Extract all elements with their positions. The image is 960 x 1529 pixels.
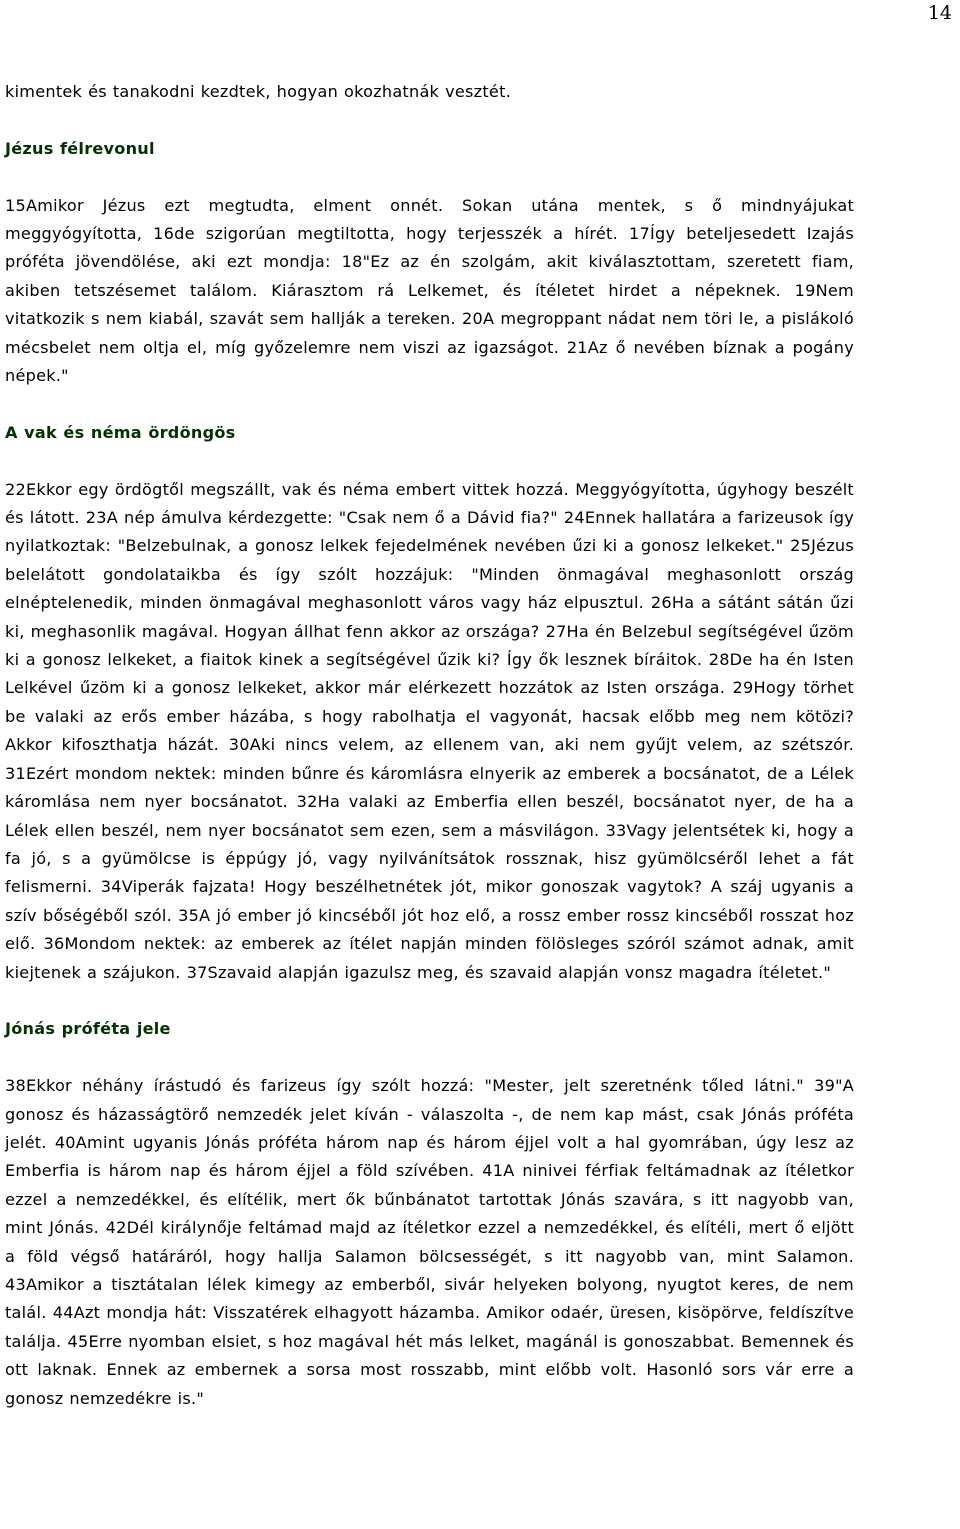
section-heading-jezus-felrevonul: Jézus félrevonul [5,138,155,158]
document-body [5,78,854,1413]
section-heading-jonas-profeta-jele: Jónás próféta jele [5,1019,171,1039]
page-number: 14 [927,2,952,24]
paragraph-verses-15-21: 15Amikor Jézus ezt megtudta, elment onnét. Sokan utána mentek, s ő mindnyájukat meggyógyította, 16de szigorúan megtiltotta, hogy terjesszék a hírét. 17Így beteljesedett Izajás próféta jövendölése, aki ezt mondja: 18"Ez az én szolgám, akit kiválasztottam, szeretett fiam, akiben tetszésemet találom. Kiárasztom rá Lelkemet, és ítéletet hirdet a népeknek. 19Nem vitatkozik s nem kiabál, szavát sem hallják a tereken. 20A megroppant nádat nem töri le, a pislákoló mécsbelet nem oltja el, míg győzelemre nem viszi az igazságot. 21Az ő nevében bíznak a pogány népek." [5,195,854,386]
paragraph-verses-22-37: 22Ekkor egy ördögtől megszállt, vak és néma embert vittek hozzá. Meggyógyította, úgyhogy beszélt és látott. 23A nép ámulva kérdezgette: "Csak nem ő a Dávid fia?" 24Ennek hallatára a farizeusok így nyilatkoztak: "Belzebulnak, a gonosz lelkek fejedelmének nevében űzi ki a gonosz lelkeket." 25Jézus belelátott gondolataikba és így szólt hozzájuk: "Minden önmagával meghasonlott ország elnéptelenedik, minden önmagával meghasonlott város vagy ház elpusztul. 26Ha a sátánt sátán űzi ki, meghasonlik magával. Hogyan állhat fenn akkor az országa? 27Ha én Belzebul segítségével űzöm ki a gonosz lelkeket, a fiaitok kinek a segítségével űzik ki? Így ők lesznek bíráitok. 28De ha én Isten Lelkével űzöm ki a gonosz lelkeket, akkor már elérkezett hozzátok az Isten országa. 29Hogy törhet be valaki az erős ember házába, s hogy rabolhatja el vagyonát, hacsak előbb meg nem kötözi? Akkor kifoszthatja házát. 30Aki nincs velem, az ellenem van, aki nem gyűjt velem, az szétszór. 31Ezért mondom nektek: minden bűnre és káromlásra elnyerik az emberek a bocsánatot, de a Lélek káromlása nem nyer bocsánatot. 32Ha valaki az Emberfia ellen beszél, bocsánatot nyer, de ha a Lélek ellen beszél, nem nyer bocsánatot sem ezen, sem a másvilágon. 33Vagy jelentsétek ki, hogy a fa jó, s a gyümölcse is éppúgy jó, vagy nyilvánítsátok rossznak, hisz gyümölcséről lehet a fát felismerni. 34Viperák fajzata! Hogy beszélhetnétek jót, mikor gonoszak vagytok? A száj ugyanis a szív bőségéből szól. 35A jó ember jó kincséből jót hoz elő, a rossz ember rossz kincséből rosszat hoz elő. 36Mondom nektek: az emberek az ítélet napján minden fölösleges szóról számot adnak, amit kiejtenek a szájukon. 37Szavaid alapján igazulsz meg, és szavaid alapján vonsz magadra ítéletet." [5,479,854,982]
section-heading-vak-es-nema: A vak és néma ördöngös [5,422,236,442]
paragraph-verses-38-45: 38Ekkor néhány írástudó és farizeus így szólt hozzá: "Mester, jelt szeretnénk tőled látni." 39"A gonosz és házasságtörő nemzedék jelet kíván - válaszolta -, de nem kap mást, csak Jónás próféta jelét. 40Amint ugyanis Jónás próféta három nap és három éjjel volt a hal gyomrában, úgy lesz az Emberfia is három nap és három éjjel a föld szívében. 41A ninivei férfiak feltámadnak az ítéletkor ezzel a nemzedékkel, és elítélik, mert ők bűnbánatot tartottak Jónás szavára, s itt nagyobb van, mint Jónás. 42Dél királynője feltámad majd az ítéletkor ezzel a nemzedékkel, és elítéli, mert ő eljött a föld végső határáról, hogy hallja Salamon bölcsességét, s itt nagyobb van, mint Salamon. 43Amikor a tisztátalan lélek kimegy az emberből, sivár helyeken bolyong, nyugtot keres, de nem talál. 44Azt mondja hát: Visszatérek elhagyott házamba. Amikor odaér, üresen, kisöpörve, feldíszítve találja. 45Erre nyomban elsiet, s hoz magával hét más lelket, magánál is gonoszabbat. Bemennek és ott laknak. Ennek az embernek a sorsa most rosszabb, mint előbb volt. Hasonló sors vár erre a gonosz nemzedékre is." [5,1076,854,1408]
paragraph-intro: kimentek és tanakodni kezdtek, hogyan okozhatnák vesztét. [5,82,511,101]
